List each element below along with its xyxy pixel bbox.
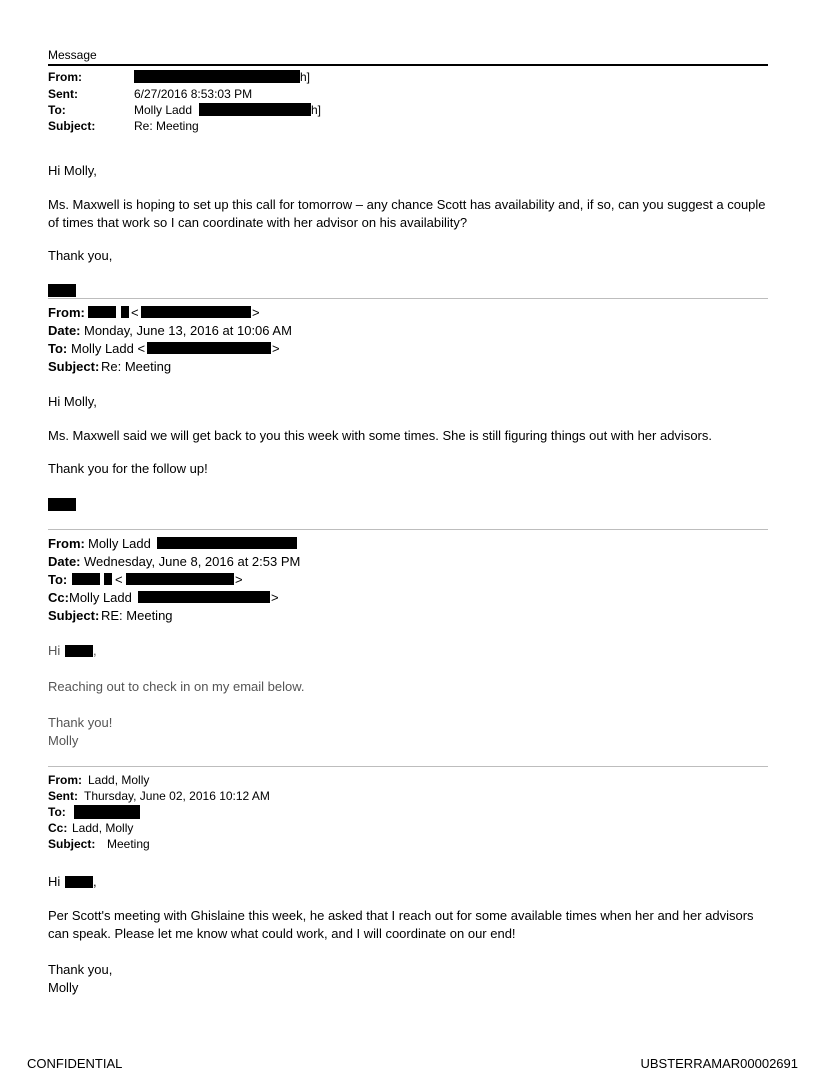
email4-sent-label: Sent: <box>48 789 78 803</box>
email4-cc-value: Ladd, Molly <box>72 821 134 835</box>
redaction <box>104 573 112 585</box>
email3-cc-value: Molly Ladd <box>69 590 132 605</box>
footer-confidential: CONFIDENTIAL <box>27 1056 123 1071</box>
email4-greeting-suffix: , <box>93 874 97 889</box>
signature-redaction <box>48 284 76 297</box>
email3-cc-label: Cc: <box>48 590 69 605</box>
redaction <box>88 306 116 318</box>
email2-date-label: Date: <box>48 323 81 338</box>
email4-greeting-prefix: Hi <box>48 874 61 889</box>
redaction <box>65 645 93 657</box>
email4-cc-label: Cc: <box>48 821 68 835</box>
email4-to-label: To: <box>48 805 66 819</box>
email4-closing2: Molly <box>48 980 79 995</box>
email3-from-label: From: <box>48 536 85 551</box>
redaction <box>121 306 129 318</box>
divider <box>48 298 768 299</box>
email2-from-label: From: <box>48 305 85 320</box>
email2-subject-label: Subject: <box>48 359 100 374</box>
to-value: Molly Ladd <box>134 103 193 117</box>
email4-body: Per Scott's meeting with Ghislaine this week, he asked that I reach out for some available times when her and her advisors can speak. Please let me know what could work, and I will coordinate on our end! <box>48 908 754 941</box>
email4-from-value: Ladd, Molly <box>88 773 150 787</box>
email2-to-value: Molly Ladd < <box>71 341 146 356</box>
email2-from-lt: < <box>131 305 139 320</box>
email4-closing1: Thank you, <box>48 962 113 977</box>
email2-closing: Thank you for the follow up! <box>48 461 208 476</box>
divider <box>48 766 768 767</box>
email3-closing1: Thank you! <box>48 715 113 730</box>
email3-subject-value: RE: Meeting <box>101 608 173 623</box>
email2-greeting: Hi Molly, <box>48 394 97 409</box>
email2-from-gt: > <box>252 305 260 320</box>
subject-value: Re: Meeting <box>134 119 199 133</box>
email3-greeting-suffix: , <box>93 643 97 658</box>
email3-body: Reaching out to check in on my email below. <box>48 679 305 694</box>
email3-subject-label: Subject: <box>48 608 100 623</box>
to-suffix: h] <box>311 103 322 117</box>
email1-body: Ms. Maxwell is hoping to set up this call for tomorrow – any chance Scott has availability and, if so, can you suggest a couple of times that work so I can coordinate with her advisor on his availability? <box>48 197 766 230</box>
redaction <box>65 876 93 888</box>
message-label: Message <box>48 48 97 62</box>
email3-date-value: Wednesday, June 8, 2016 at 2:53 PM <box>84 554 301 569</box>
redaction <box>141 306 251 318</box>
redaction <box>126 573 234 585</box>
redaction <box>138 591 270 603</box>
redaction <box>74 805 140 819</box>
email2-subject-value: Re: Meeting <box>101 359 172 374</box>
header-rule <box>48 64 768 66</box>
redaction <box>72 573 100 585</box>
email3-to-lt: < <box>115 572 123 587</box>
email3-closing2: Molly <box>48 733 79 748</box>
sent-label: Sent: <box>48 87 78 101</box>
signature-redaction <box>48 498 76 511</box>
email3-date-label: Date: <box>48 554 81 569</box>
email3-greeting-prefix: Hi <box>48 643 61 658</box>
email2-to-label: To: <box>48 341 68 356</box>
redaction <box>157 537 297 549</box>
footer-bates-number: UBSTERRAMAR00002691 <box>640 1056 798 1071</box>
redaction <box>147 342 271 354</box>
email1-closing: Thank you, <box>48 248 113 263</box>
email3-to-label: To: <box>48 572 68 587</box>
email3-to-gt: > <box>235 572 243 587</box>
subject-label: Subject: <box>48 119 96 133</box>
email2-date-value: Monday, June 13, 2016 at 10:06 AM <box>84 323 292 338</box>
redaction <box>134 70 300 83</box>
email3-from-value: Molly Ladd <box>88 536 151 551</box>
email2-to-gt: > <box>272 341 280 356</box>
divider <box>48 529 768 530</box>
email4-subject-value: Meeting <box>107 837 150 851</box>
redaction <box>199 103 311 116</box>
from-label: From: <box>48 70 82 84</box>
email4-from-label: From: <box>48 773 82 787</box>
to-label: To: <box>48 103 66 117</box>
from-value: h] <box>300 70 311 84</box>
email4-sent-value: Thursday, June 02, 2016 10:12 AM <box>84 789 270 803</box>
email4-subject-label: Subject: <box>48 837 96 851</box>
email3-cc-gt: > <box>271 590 279 605</box>
email2-body: Ms. Maxwell said we will get back to you this week with some times. She is still figuring things out with her advisors. <box>48 428 712 443</box>
email1-greeting: Hi Molly, <box>48 163 97 178</box>
sent-value: 6/27/2016 8:53:03 PM <box>134 87 253 101</box>
